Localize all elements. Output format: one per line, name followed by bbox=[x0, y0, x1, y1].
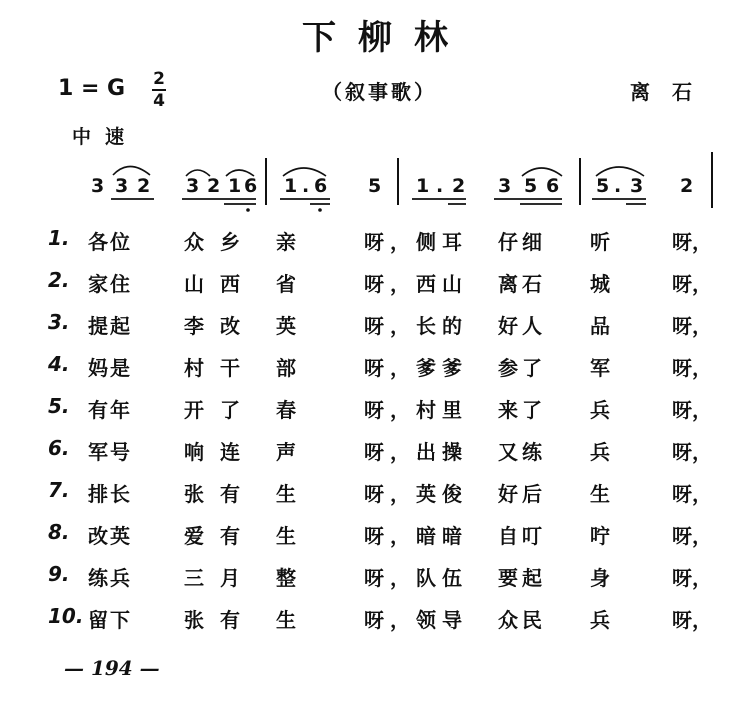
lyric-word: 家住 bbox=[88, 272, 132, 296]
lyric-word: 军号 bbox=[88, 440, 132, 464]
key-signature: 1 = G bbox=[58, 76, 126, 101]
lyric-word: 声 bbox=[276, 440, 296, 464]
lyric-word: 有年 bbox=[88, 398, 132, 422]
lyric-word: 山西 bbox=[184, 272, 256, 296]
lyric-word: 听 bbox=[590, 230, 610, 254]
note: 5 bbox=[524, 175, 538, 197]
note: 6 bbox=[314, 175, 328, 197]
lyric-word: 城 bbox=[590, 272, 610, 296]
page-number: — 194 — bbox=[64, 656, 160, 680]
lyric-word: 排长 bbox=[88, 482, 132, 506]
note: 3 bbox=[630, 175, 644, 197]
lyric-word: 生 bbox=[276, 524, 296, 548]
lyric-word: 仔细 bbox=[498, 230, 546, 254]
verse-number: 3. bbox=[48, 310, 70, 334]
verse-number: 10. bbox=[48, 604, 84, 628]
note: 1 bbox=[416, 175, 430, 197]
lyric-word: 呀，领导 bbox=[364, 608, 468, 632]
lyric-word: 呀， bbox=[672, 566, 712, 590]
verse-number: 5. bbox=[48, 394, 70, 418]
lyric-word: 兵 bbox=[590, 398, 610, 422]
lyric-word: 呀，村里 bbox=[364, 398, 468, 422]
lyric-word: 改英 bbox=[88, 524, 132, 548]
song-title: 下柳林 bbox=[302, 18, 470, 58]
note: 2 bbox=[207, 175, 221, 197]
lyric-word: 张有 bbox=[184, 482, 256, 506]
lyric-word: 兵 bbox=[590, 440, 610, 464]
lyric-word: 众民 bbox=[498, 608, 546, 632]
lyric-word: 呀，西山 bbox=[364, 272, 468, 296]
lyric-word: 军 bbox=[590, 356, 610, 380]
lyric-word: 生 bbox=[590, 482, 610, 506]
lyric-word: 张有 bbox=[184, 608, 256, 632]
lyric-word: 咛 bbox=[590, 524, 610, 548]
lyric-word: 整 bbox=[276, 566, 296, 590]
note: 6 bbox=[546, 175, 560, 197]
lyric-word: 爱有 bbox=[184, 524, 256, 548]
verse-number: 9. bbox=[48, 562, 70, 586]
time-signature-top: 2 bbox=[153, 69, 165, 89]
low-octave-dot bbox=[318, 208, 322, 212]
lyric-word: 妈是 bbox=[88, 356, 132, 380]
lyric-word: 春 bbox=[276, 398, 296, 422]
note: 6 bbox=[244, 175, 258, 197]
lyric-word: 留下 bbox=[88, 608, 132, 632]
note: 3 bbox=[115, 175, 129, 197]
note: 2 bbox=[452, 175, 466, 197]
lyric-word: 自叮 bbox=[498, 524, 546, 548]
lyric-word: 参了 bbox=[498, 356, 546, 380]
lyric-word: 亲 bbox=[276, 230, 296, 254]
lyric-word: 生 bbox=[276, 608, 296, 632]
lyric-word: 离石 bbox=[498, 272, 546, 296]
lyric-word: 村干 bbox=[184, 356, 256, 380]
lyric-word: 呀， bbox=[672, 230, 712, 254]
time-signature-bottom: 4 bbox=[153, 91, 165, 111]
lyric-word: 又练 bbox=[498, 440, 546, 464]
slur bbox=[113, 167, 150, 176]
lyric-word: 各位 bbox=[88, 230, 132, 254]
lyric-word: 呀， bbox=[672, 314, 712, 338]
lyric-word: 呀， bbox=[672, 482, 712, 506]
lyric-word: 开了 bbox=[184, 398, 256, 422]
verse-number: 6. bbox=[48, 436, 70, 460]
lyric-word: 省 bbox=[276, 272, 296, 296]
lyric-word: 呀， bbox=[672, 398, 712, 422]
lyric-word: 三月 bbox=[184, 566, 256, 590]
note: 5 bbox=[368, 175, 382, 197]
lyric-word: 呀， bbox=[672, 524, 712, 548]
notation-bar-3 bbox=[412, 168, 562, 204]
note: 2 bbox=[137, 175, 151, 197]
song-source: 离石 bbox=[630, 80, 714, 104]
lyric-word: 呀， bbox=[672, 440, 712, 464]
tempo-marking: 中速 bbox=[72, 126, 139, 148]
lyric-word: 呀，暗暗 bbox=[364, 524, 468, 548]
note: 3 bbox=[498, 175, 512, 197]
lyric-word: 品 bbox=[590, 314, 610, 338]
lyric-word: 呀， bbox=[672, 272, 712, 296]
lyric-word: 英 bbox=[276, 314, 296, 338]
note: . bbox=[436, 175, 444, 197]
verse-number: 8. bbox=[48, 520, 70, 544]
lyric-word: 呀，侧耳 bbox=[364, 230, 468, 254]
verse-number: 2. bbox=[48, 268, 70, 292]
lyric-word: 兵 bbox=[590, 608, 610, 632]
notation-bar-2 bbox=[280, 168, 381, 212]
lyric-word: 呀， bbox=[672, 608, 712, 632]
lyric-word: 呀，出操 bbox=[364, 440, 468, 464]
song-genre: （叙事歌） bbox=[322, 80, 437, 104]
lyric-word: 来了 bbox=[498, 398, 546, 422]
lyric-word: 身 bbox=[590, 566, 610, 590]
lyric-word: 生 bbox=[276, 482, 296, 506]
lyric-word: 呀，队伍 bbox=[364, 566, 468, 590]
note: 1 bbox=[284, 175, 298, 197]
lyric-word: 呀，英俊 bbox=[364, 482, 468, 506]
verse-number: 4. bbox=[48, 352, 70, 376]
note: 2 bbox=[680, 175, 694, 197]
lyric-word: 练兵 bbox=[88, 566, 132, 590]
note: . bbox=[614, 175, 622, 197]
note: 3 bbox=[186, 175, 200, 197]
note: 3 bbox=[91, 175, 105, 197]
verse-number: 1. bbox=[48, 226, 70, 250]
lyric-word: 好后 bbox=[498, 482, 546, 506]
lyric-word: 呀， bbox=[672, 356, 712, 380]
lyric-word: 响连 bbox=[184, 440, 256, 464]
lyric-word: 部 bbox=[276, 356, 296, 380]
notation-bar-4 bbox=[592, 167, 693, 204]
note: . bbox=[302, 175, 310, 197]
lyric-word: 呀，长的 bbox=[364, 314, 468, 338]
lyric-word: 呀，爹爹 bbox=[364, 356, 468, 380]
low-octave-dot bbox=[246, 208, 250, 212]
notation-bar-1 bbox=[91, 167, 257, 212]
note: 5 bbox=[596, 175, 610, 197]
lyric-word: 提起 bbox=[88, 314, 132, 338]
verse-number: 7. bbox=[48, 478, 70, 502]
lyric-word: 众乡 bbox=[184, 230, 256, 254]
lyric-word: 要起 bbox=[498, 566, 546, 590]
note: 1 bbox=[228, 175, 242, 197]
lyric-word: 好人 bbox=[498, 314, 546, 338]
lyric-word: 李改 bbox=[184, 314, 256, 338]
